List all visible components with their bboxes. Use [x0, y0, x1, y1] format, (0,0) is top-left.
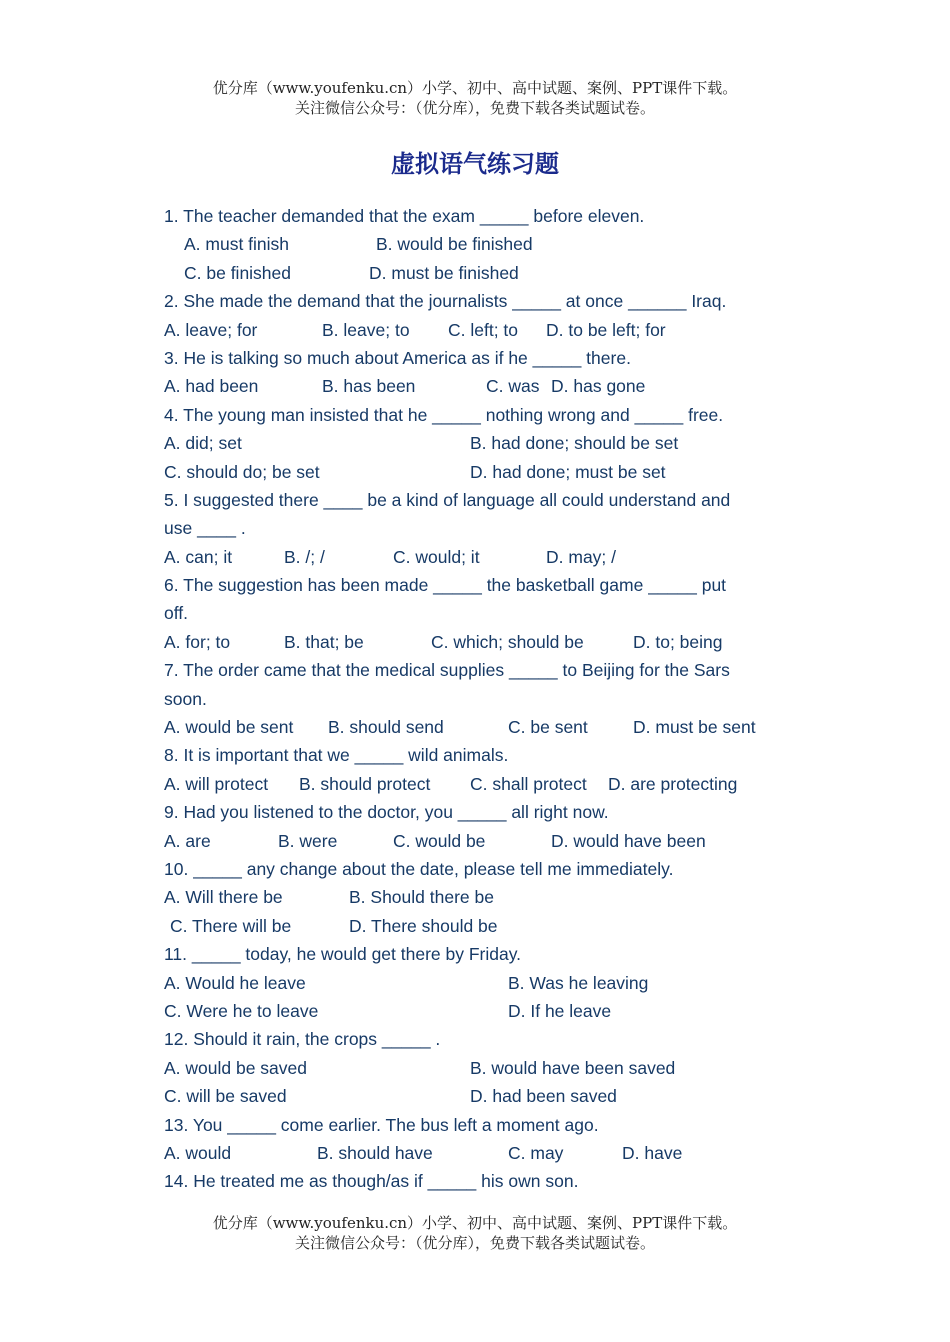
answer-option: C. was [486, 376, 540, 397]
options-line [164, 429, 794, 457]
question-text: 13. You _____ come earlier. The bus left a moment ago. [164, 1114, 599, 1135]
question-text: 9. Had you listened to the doctor, you _____ all right now. [164, 802, 609, 823]
question-text: 3. He is talking so much about America as if he _____ there. [164, 347, 631, 368]
options-line [164, 997, 794, 1025]
question-line [164, 599, 794, 627]
answer-option: A. would be sent [164, 717, 294, 738]
options-line [164, 372, 794, 400]
answer-option: C. left; to [448, 319, 519, 340]
options-line [164, 969, 794, 997]
question-text: 11. _____ today, he would get there by Friday. [164, 944, 522, 965]
options-line [164, 827, 794, 855]
page-title: 虚拟语气练习题 [391, 150, 559, 178]
question-line [164, 656, 794, 684]
question-text: 10. _____ any change about the date, please tell me immediately. [164, 858, 674, 879]
answer-option: D. have [622, 1142, 683, 1163]
answer-option: B. leave; to [322, 319, 410, 340]
options-line [164, 458, 794, 486]
answer-option: B. that; be [284, 631, 364, 652]
answer-option: C. be sent [508, 717, 588, 738]
answer-option: A. will protect [164, 773, 269, 794]
options-line [164, 1082, 794, 1110]
header-line-2: 关注微信公众号：（优分库），免费下载各类试题试卷。 [294, 99, 655, 117]
answer-option: C. There will be [170, 915, 292, 936]
answer-option: D. must be finished [369, 262, 519, 283]
question-text: 12. Should it rain, the crops _____ . [164, 1029, 441, 1050]
answer-option: A. for; to [164, 631, 231, 652]
answer-option: A. did; set [164, 433, 242, 454]
answer-option: B. /; / [284, 546, 325, 567]
question-text: soon. [164, 688, 207, 709]
answer-option: C. will be saved [164, 1086, 287, 1107]
question-line [164, 1167, 794, 1195]
options-line [164, 1139, 794, 1167]
question-line [164, 287, 794, 315]
answer-option: C. be finished [184, 262, 292, 283]
options-line [164, 543, 794, 571]
answer-option: B. Should there be [349, 887, 494, 908]
question-text: 5. I suggested there ____ be a kind of language all could understand and [164, 489, 731, 510]
answer-option: B. would have been saved [470, 1057, 676, 1078]
answer-option: A. must finish [184, 234, 290, 255]
answer-option: D. has gone [551, 376, 646, 397]
question-line [164, 685, 794, 713]
answer-option: A. leave; for [164, 319, 258, 340]
answer-option: C. shall protect [470, 773, 587, 794]
answer-option: A. Will there be [164, 887, 283, 908]
question-line [164, 798, 794, 826]
question-line [164, 855, 794, 883]
options-line [164, 912, 794, 940]
question-text: 4. The young man insisted that he _____ nothing wrong and _____ free. [164, 404, 724, 425]
options-line [164, 713, 794, 741]
answer-option: C. would be [393, 830, 486, 851]
answer-option: D. There should be [349, 915, 498, 936]
answer-option: A. can; it [164, 546, 233, 567]
answer-option: A. are [164, 830, 211, 851]
answer-option: B. should protect [299, 773, 431, 794]
question-text: 7. The order came that the medical supplies _____ to Beijing for the Sars [164, 660, 730, 681]
exercise-body [164, 202, 794, 1196]
answer-option: D. had been saved [470, 1086, 617, 1107]
question-text: 1. The teacher demanded that the exam _____ before eleven. [164, 206, 645, 226]
answer-option: A. would [164, 1142, 232, 1163]
answer-option: D. are protecting [608, 773, 738, 794]
footer-line-2: 关注微信公众号：（优分库），免费下载各类试题试卷。 [294, 1234, 655, 1252]
question-line [164, 571, 794, 599]
answer-option: C. should do; be set [164, 461, 320, 482]
answer-option: B. had done; should be set [470, 433, 679, 454]
answer-option: B. has been [322, 376, 416, 397]
answer-option: C. which; should be [431, 631, 584, 652]
answer-option: C. would; it [393, 546, 480, 567]
question-line [164, 514, 794, 542]
answer-option: C. may [508, 1142, 564, 1163]
answer-option: A. had been [164, 376, 259, 397]
question-line [164, 741, 794, 769]
answer-option: B. should send [328, 717, 444, 738]
answer-option: B. Was he leaving [508, 972, 649, 993]
options-line [164, 316, 794, 344]
answer-option: D. would have been [551, 830, 706, 851]
question-text: off. [164, 603, 189, 624]
question-line [164, 940, 794, 968]
answer-option: D. may; / [546, 546, 617, 567]
options-line [164, 1054, 794, 1082]
options-line [164, 628, 794, 656]
question-line [164, 486, 794, 514]
page-footer [0, 1213, 950, 1253]
answer-option: D. must be sent [633, 717, 756, 738]
question-line [164, 1025, 794, 1053]
footer-line-1: 优分库（www.youfenku.cn）小学、初中、高中试题、案例、PPT课件下载。 [212, 1214, 738, 1232]
question-line [164, 344, 794, 372]
answer-option: A. Would he leave [164, 972, 306, 993]
page-header-top [0, 78, 950, 118]
question-text: use ____ . [164, 518, 246, 539]
answer-option: C. Were he to leave [164, 1000, 319, 1021]
answer-option: D. If he leave [508, 1000, 612, 1021]
answer-option: D. to be left; for [546, 319, 666, 340]
question-text: 2. She made the demand that the journalists _____ at once ______ Iraq. [164, 291, 727, 312]
header-line-1: 优分库（www.youfenku.cn）小学、初中、高中试题、案例、PPT课件下载。 [212, 79, 738, 97]
question-line [164, 1111, 794, 1139]
question-text: 6. The suggestion has been made _____ the basketball game _____ put [164, 575, 727, 596]
answer-option: B. were [278, 830, 338, 851]
answer-option: D. to; being [633, 631, 723, 652]
options-line [164, 259, 794, 287]
options-line [164, 230, 794, 258]
answer-option: A. would be saved [164, 1057, 308, 1078]
question-text: 8. It is important that we _____ wild animals. [164, 745, 509, 766]
question-line [164, 401, 794, 429]
answer-option: B. should have [317, 1142, 433, 1163]
options-line [164, 770, 794, 798]
question-text: 14. He treated me as though/as if _____ his own son. [164, 1171, 579, 1192]
answer-option: B. would be finished [376, 234, 533, 255]
answer-option: D. had done; must be set [470, 461, 666, 482]
question-line [164, 202, 794, 230]
options-line [164, 883, 794, 911]
